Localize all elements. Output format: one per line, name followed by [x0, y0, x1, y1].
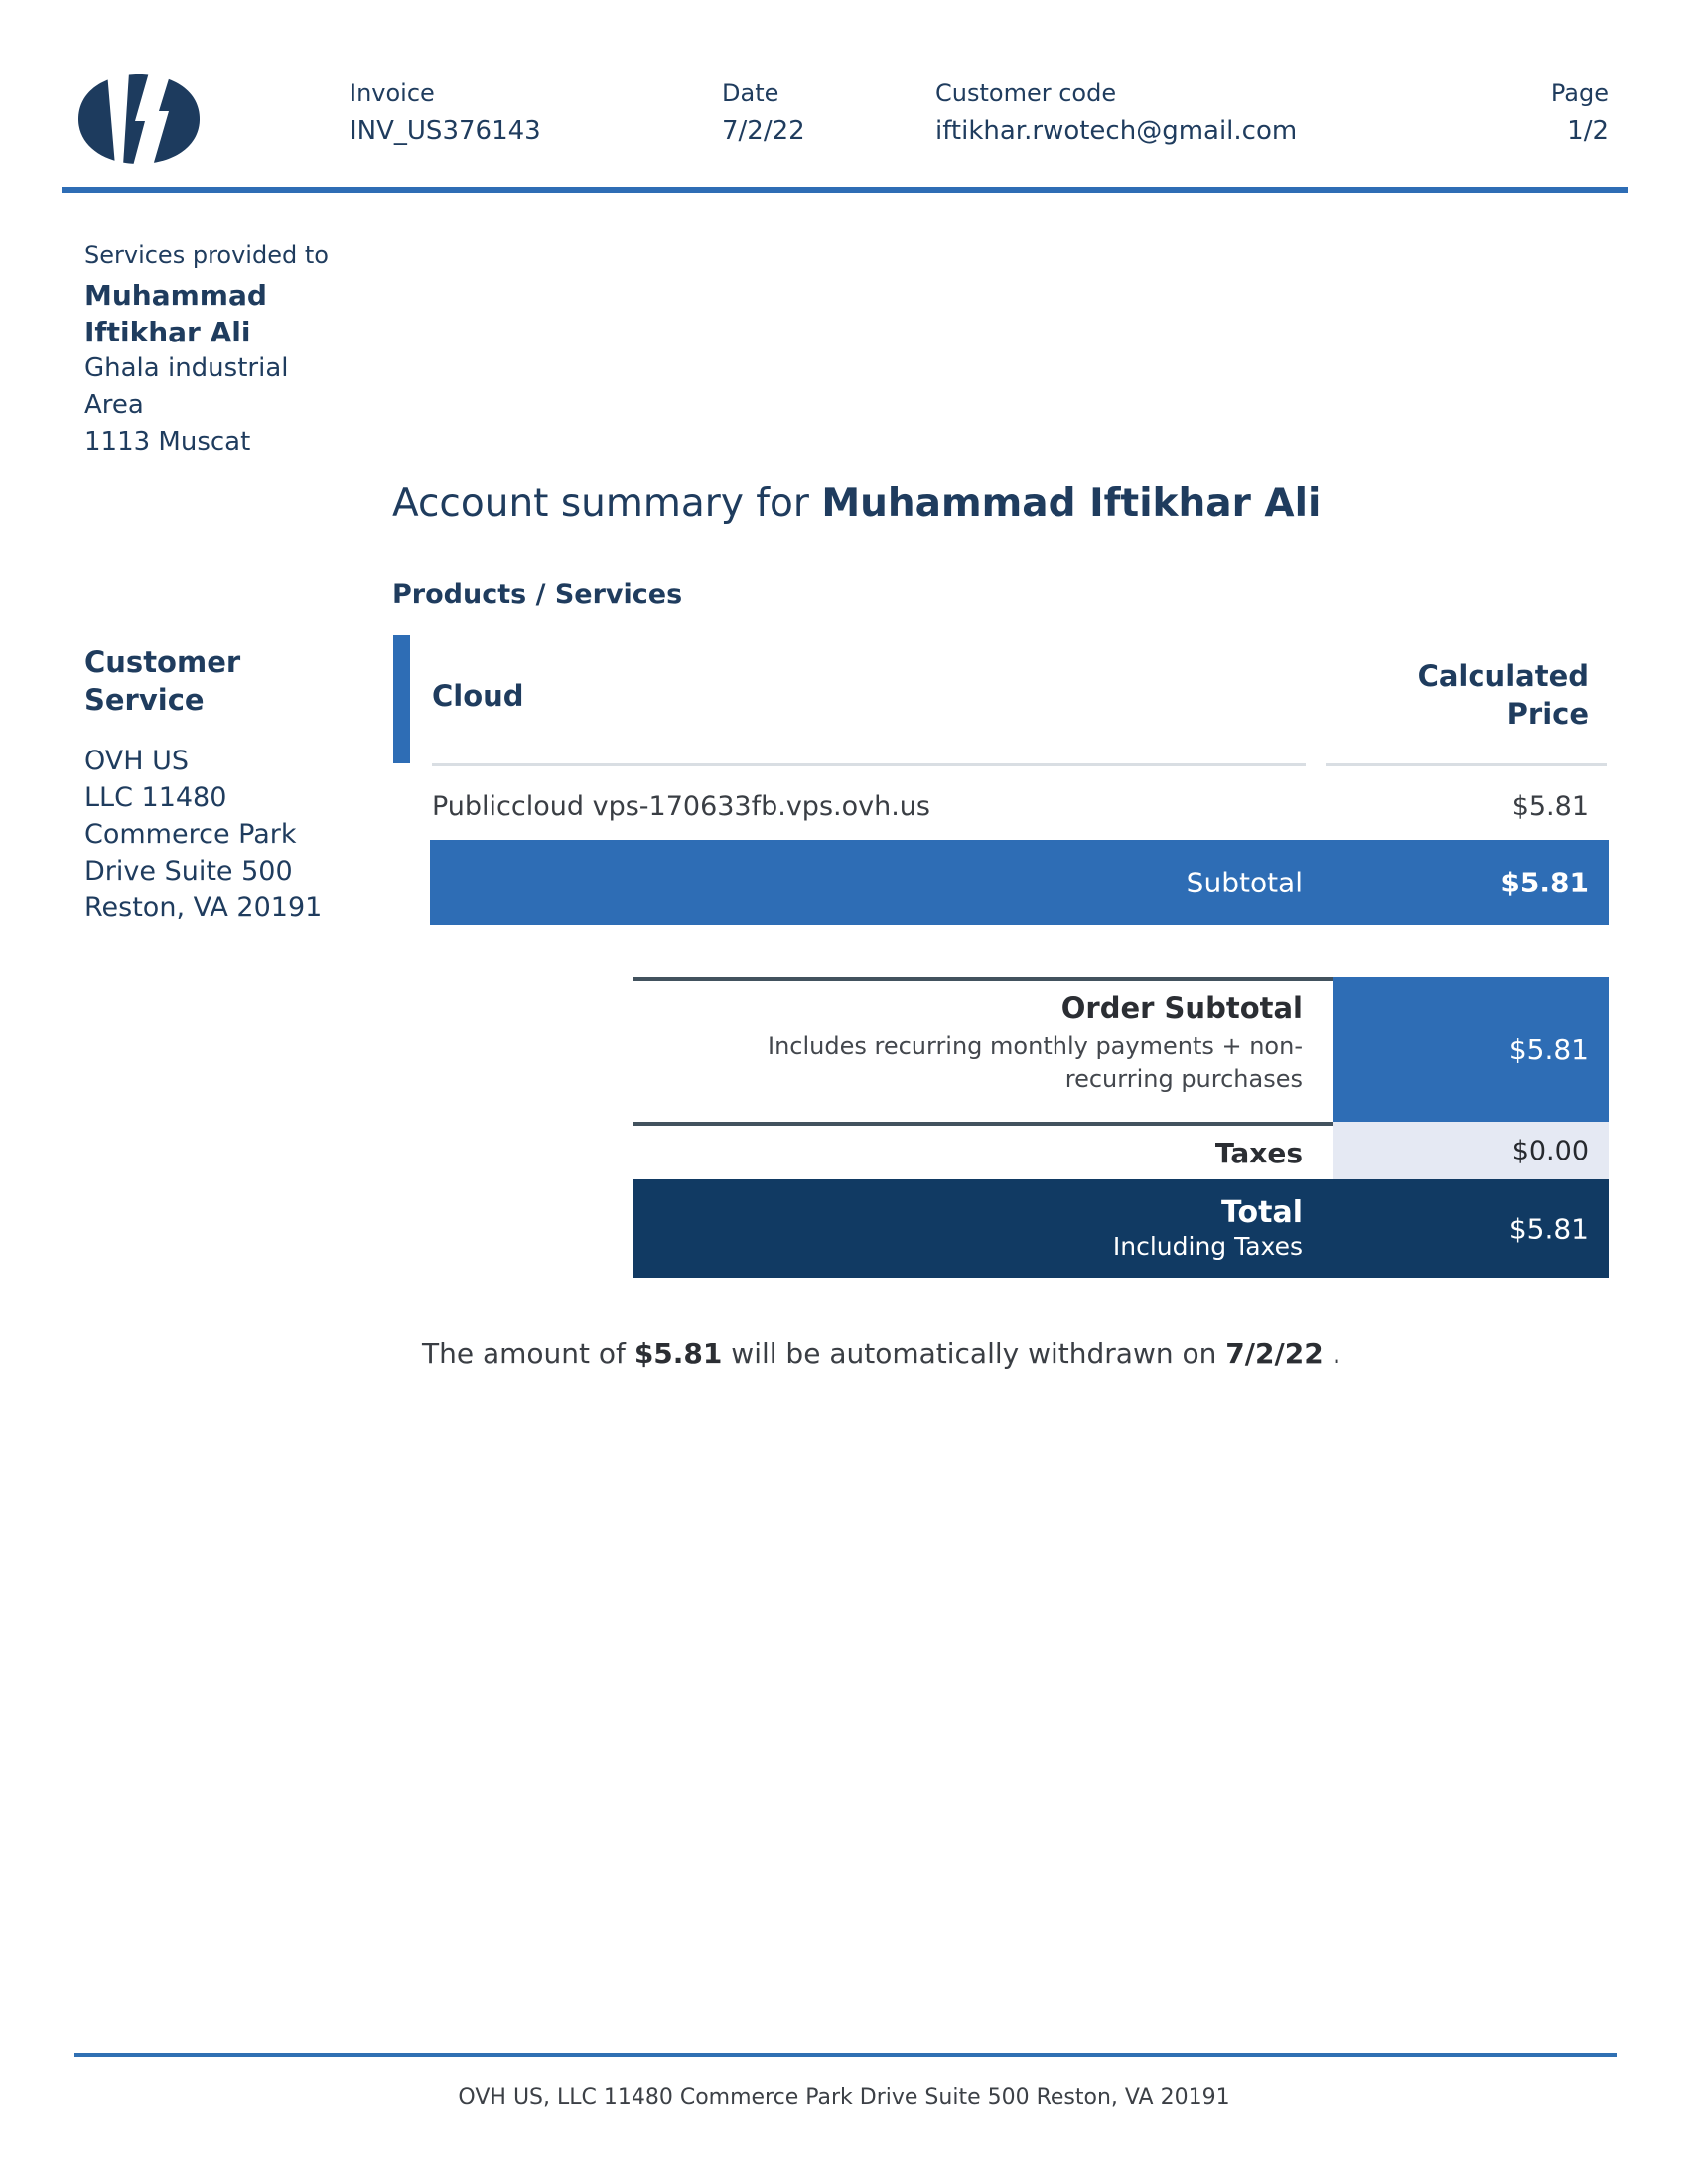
page-number-block	[1390, 79, 1609, 146]
customer-code-block	[935, 79, 1297, 146]
invoice-date-block	[722, 79, 805, 146]
date-label: Date	[722, 79, 779, 107]
order-subtotal-note-line2: recurring purchases	[1064, 1065, 1303, 1093]
page-title-prefix: Account summary for	[392, 481, 822, 526]
category-header: Cloud	[432, 679, 524, 713]
ovh-logo	[74, 73, 204, 169]
notice-part3: .	[1323, 1337, 1341, 1370]
taxes-value: $0.00	[1511, 1135, 1589, 1166]
taxes-label-cell	[633, 1122, 1333, 1179]
products-services-heading: Products / Services	[392, 579, 683, 610]
calculated-price-header	[1192, 657, 1589, 733]
customer-code-label: Customer code	[935, 79, 1117, 107]
taxes-value-cell	[1333, 1122, 1609, 1179]
invoice-number-block	[350, 79, 541, 146]
recipient-name-line2: Iftikhar Ali	[84, 316, 251, 348]
customer-service-address-line: Reston, VA 20191	[84, 892, 323, 923]
ovh-logo-icon	[74, 73, 204, 165]
customer-service-address	[84, 743, 322, 926]
notice-part1: The amount of	[422, 1337, 634, 1370]
total-label: Total	[1221, 1194, 1303, 1230]
table-header-rule-left	[432, 763, 1306, 766]
notice-amount: $5.81	[633, 1337, 723, 1370]
customer-service-address-line: OVH US	[84, 746, 190, 776]
notice-date: 7/2/22	[1225, 1337, 1324, 1370]
recipient-address-line: Ghala industrial	[84, 353, 289, 383]
customer-service-heading-line2: Service	[84, 683, 205, 717]
table-row-service-price: $5.81	[1511, 791, 1589, 822]
customer-code-value: iftikhar.rwotech@gmail.com	[935, 116, 1298, 146]
page-value: 1/2	[1567, 116, 1609, 146]
customer-service-heading	[84, 643, 240, 719]
notice-part2: will be automatically withdrawn on	[722, 1337, 1226, 1370]
table-row-service-label: Publiccloud vps-170633fb.vps.ovh.us	[432, 791, 930, 822]
order-subtotal-label: Order Subtotal	[1060, 991, 1303, 1024]
order-subtotal-cell	[633, 977, 1333, 1122]
services-provided-to-label: Services provided to	[84, 241, 329, 269]
total-row	[633, 1179, 1609, 1278]
calculated-price-header-line1: Calculated	[1417, 659, 1589, 693]
total-value: $5.81	[1508, 1212, 1589, 1245]
customer-service-address-line: Commerce Park	[84, 819, 297, 850]
invoice-label: Invoice	[350, 79, 435, 107]
customer-service-address-line: Drive Suite 500	[84, 856, 293, 887]
recipient-address-line: Area	[84, 390, 144, 420]
order-subtotal-note-line1: Includes recurring monthly payments + non-	[767, 1032, 1303, 1060]
category-accent-bar	[393, 635, 410, 763]
date-value: 7/2/22	[722, 116, 805, 146]
recipient-address-line: 1113 Muscat	[84, 427, 251, 457]
recipient-address-block	[84, 241, 329, 461]
table-header-rule-right	[1326, 763, 1607, 766]
subtotal-row	[430, 840, 1609, 925]
order-subtotal-value: $5.81	[1508, 1032, 1589, 1066]
footer-divider	[74, 2053, 1617, 2057]
taxes-label: Taxes	[1214, 1136, 1303, 1169]
page-label: Page	[1550, 79, 1609, 107]
withdrawal-notice	[422, 1337, 1341, 1370]
footer-company-address: OVH US, LLC 11480 Commerce Park Drive Suite 500 Reston, VA 20191	[458, 2085, 1230, 2110]
header-divider	[62, 187, 1628, 193]
total-note: Including Taxes	[1112, 1231, 1303, 1261]
invoice-number: INV_US376143	[350, 116, 541, 146]
page-title-name: Muhammad Iftikhar Ali	[821, 481, 1322, 526]
total-label-block	[1113, 1195, 1303, 1263]
recipient-name-line1: Muhammad	[84, 279, 267, 312]
page-title	[392, 481, 1321, 526]
order-subtotal-value-cell	[1333, 977, 1609, 1122]
customer-service-heading-line1: Customer	[84, 645, 241, 679]
subtotal-label: Subtotal	[1186, 866, 1303, 899]
calculated-price-header-line2: Price	[1506, 697, 1589, 731]
subtotal-value: $5.81	[1500, 866, 1589, 899]
customer-service-address-line: LLC 11480	[84, 782, 227, 813]
